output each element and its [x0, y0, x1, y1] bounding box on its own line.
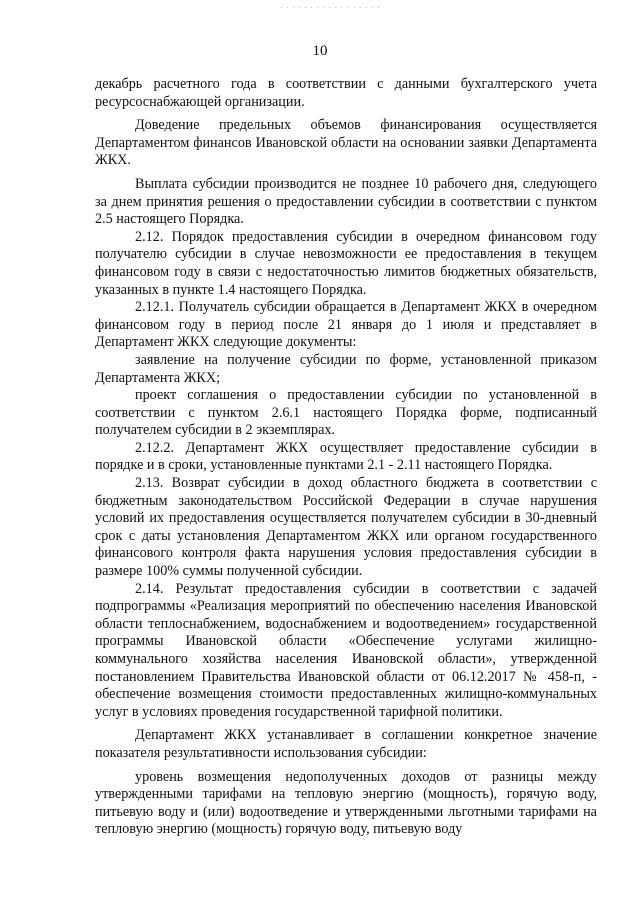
paragraph-2-12-2: 2.12.2. Департамент ЖКХ осуществляет предоставление субсидии в порядке и в сроки, установленные пунктами 2.1 - 2.11 настоящего Порядка. — [95, 439, 597, 474]
paragraph-subsidy-payment: Выплата субсидии производится не позднее 10 рабочего дня, следующего за днем принятия решения о предоставлении субсидии в соответствии с пунктом 2.5 настоящего Порядка. — [95, 175, 597, 228]
paragraph-compensation-level: уровень возмещения недополученных доходов от разницы между утвержденными тарифами на тепловую энергию (мощность), горячую воду, питьевую воду и (или) водоотведение и утвержденными льготными тарифами на тепловую энергию (мощность) горячую воду, питьевую воду — [95, 768, 597, 838]
paragraph-2-12: 2.12. Порядок предоставления субсидии в очередном финансовом году получателю субсидии в случае невозможности ее предоставления в текущем финансовом году в связи с недостаточностью лимитов бюджетных обязательств, указанных в пункте 1.4 настоящего Порядка. — [95, 228, 597, 298]
paragraph-financing-limits: Доведение предельных объемов финансирования осуществляется Департаментом финансов Ивановской области на основании заявки Департамента ЖКХ. — [95, 117, 597, 169]
paragraph-2-12-1: 2.12.1. Получатель субсидии обращается в Департамент ЖКХ в очередном финансовом году в период после 21 января до 1 июля и представляет в Департамент ЖКХ следующие документы: — [95, 299, 597, 351]
paragraph-continuation: декабрь расчетного года в соответствии с данными бухгалтерского учета ресурсоснабжающей организации. — [95, 76, 597, 110]
paragraph-indicator: Департамент ЖКХ устанавливает в соглашении конкретное значение показателя результативности использования субсидии: — [95, 727, 597, 761]
paragraph-2-14: 2.14. Результат предоставления субсидии в соответствии с задачей подпрограммы «Реализация мероприятий по обеспечению населения Ивановской области теплоснабжением, водоснабжением и водоотведением» государственной программы Ивановской области «Обеспечение услугами жилищно-коммунального хозяйства населения Ивановской области», утвержденной постановлением Правительства Ивановской области от 06.12.2017 № 458-п, - обеспечение возмещения стоимости предоставленных жилищно-коммунальных услуг в условиях проведения государственной тарифной политики. — [95, 580, 597, 720]
scan-header-noise: · · · · · · · · · · · · · · · · · — [280, 6, 381, 10]
paragraph-application: заявление на получение субсидии по форме, установленной приказом Департамента ЖКХ; — [95, 351, 597, 386]
paragraph-agreement-draft: проект соглашения о предоставлении субсидии по установленной в соответствии с пунктом 2.6.1 настоящего Порядка форме, подписанный получателем субсидии в 2 экземплярах. — [95, 387, 597, 439]
document-body — [95, 76, 597, 839]
paragraph-2-13: 2.13. Возврат субсидии в доход областного бюджета в соответствии с бюджетным законодательством Российской Федерации в случае нарушения условий их предоставления осуществляется получателем субсидии в 30-дневный срок с даты установления Департаментом ЖКХ или органом государственного финансового контроля факта нарушения условия предоставления субсидии в размере 100% суммы полученной субсидии. — [95, 475, 597, 580]
page-number: 10 — [312, 43, 328, 59]
